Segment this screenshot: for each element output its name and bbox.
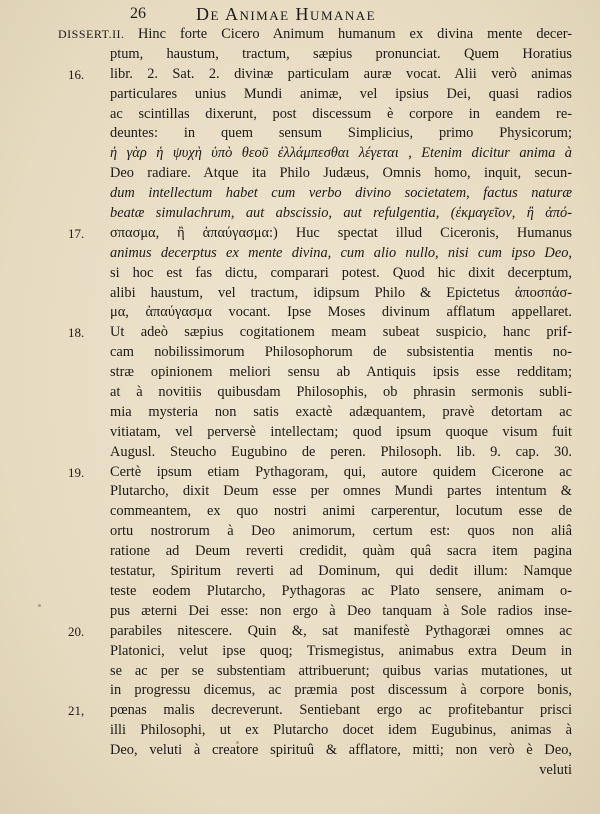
margin-number-20: 20. xyxy=(68,623,85,639)
text-line: si hoc est fas dictu, comparari potest. Quod hic dixit decerptum, xyxy=(110,264,572,281)
text-line: ratione ad Deum reverti credidit, quàm quâ sacra item pagina xyxy=(110,543,572,560)
text-line: vitiatam, vel perversè intellectam; quod ipsum quoque visum fuit xyxy=(110,423,572,440)
text-line: teste eodem Plutarcho, Pythagoras ac Plato sensere, animam o- xyxy=(110,582,572,599)
text-line: se ac per se substentiam attribuerunt; quibus varias mutationes, ut xyxy=(110,662,572,679)
text-line: 19. Certè ipsum etiam Pythagoram, qui, autore quidem Cicerone ac xyxy=(0,463,600,483)
text-line: ac scintillas dixerunt, post discessum è corpore in eandem re- xyxy=(110,105,572,122)
text-line: illi Philosophi, ut ex Plutarcho docet idem Eugubinus, animas à xyxy=(110,722,572,739)
catchword-line xyxy=(0,761,600,781)
text-line: dum intellectum habet cum verbo divino societatem, factus naturæ xyxy=(110,185,572,202)
text-line: particulares unius Mundi animæ, vel ipsius Dei, quasi radios xyxy=(110,85,572,102)
text-line: 21, pœnas malis decreverunt. Sentiebant ergo ac profitebantur prisci xyxy=(0,701,600,721)
text-line: Deo, veluti à creatore spirituû & afflatore, mitti; non verò è Deo, xyxy=(110,742,572,759)
text-line: ἡ γὰρ ἡ ψυχὴ ὑπὸ θεοῦ ἐλλάμπεσθαι λέγεται , Etenim dicitur anima à xyxy=(110,145,572,162)
text-line: ortu nostrorum à Deo animorum, certum est: quos non aliâ xyxy=(110,523,572,540)
text-line: Deo radiare. Atque ita Philo Judæus, Omnis homo, inquit, secun- xyxy=(110,165,572,182)
paper-speck xyxy=(38,604,41,607)
text-line: 17. σπασμα, ἢ ἀπαύγασμα:) Huc spectat illud Ciceronis, Humanus xyxy=(0,224,600,244)
text-line: Platonici, velut ipse quoq; Trismegistus, animabus extra Deum in xyxy=(110,642,572,659)
text-line: alibi haustum, vel tractum, idipsum Philo & Epictetus ἀποσπάσ- xyxy=(110,284,572,301)
text-line: stræ opinionem meliori sensu ab Antiquis ipsis esse redditam; xyxy=(110,364,572,381)
text-line: cam nobilissimorum Philosophorum de subsistentia mentis no- xyxy=(110,344,572,361)
text-line: Plutarcho, dixit Deum esse per omnes Mundi partes intentum & xyxy=(110,483,572,500)
margin-number-16: 16. xyxy=(68,66,85,82)
text-line: 16. libr. 2. Sat. 2. divinæ particulam auræ vocat. Alii verò animas xyxy=(0,65,600,85)
text-line: DISSERT.II. Hinc forte Cicero Animum humanum ex divina mente decer- xyxy=(0,25,600,45)
margin-number-18: 18. xyxy=(68,325,85,341)
body-text xyxy=(0,25,600,781)
text-line: in progressu dicemus, ac præmia post discessum à corpore bonis, xyxy=(110,682,572,699)
text-line: pus æterni Dei esse: non ergo à Deo tanquam à Sole radios inse- xyxy=(110,602,572,619)
text-line: at à novitiis quibusdam Philosophis, ob phrasin sermonis subli- xyxy=(110,384,572,401)
margin-number-21: 21, xyxy=(68,703,85,719)
text-line: deuntes: in quem sensum Simplicius, primo Physicorum; xyxy=(110,125,572,142)
text-line: 18. Ut adeò sæpius cogitationem meam subeat suspicio, hanc prif- xyxy=(0,323,600,343)
text-line: μα, ἀπαύγασμα vocant. Ipse Moses divinum afflatum appellaret. xyxy=(110,304,572,321)
margin-number-17: 17. xyxy=(68,225,85,241)
running-title: De Animae Humanae xyxy=(196,4,377,24)
text-line: beatæ simulachrum, aut abscissio, aut refulgentia, (ἐκμαγεῖον, ἢ ἀπό- xyxy=(110,205,572,222)
paper-speck xyxy=(236,741,239,744)
text-line: commeantem, ex quo nostri animi carperentur, locutum esse de xyxy=(110,503,572,520)
text-line: testatur, Spiritum reverti ad Dominum, qui dedit illum: Namque xyxy=(110,563,572,580)
page-header xyxy=(0,3,600,25)
text-line: animus decerptus ex mente divina, cum alio nullo, nisi cum ipso Deo, xyxy=(110,244,572,261)
text-line: ptum, haustum, tractum, sæpius pronunciat. Quem Horatius xyxy=(110,45,572,62)
text-line: 20. parabiles nitescere. Quin &, sat manifestè Pythagoræi omnes ac xyxy=(0,622,600,642)
margin-number-19: 19. xyxy=(68,464,85,480)
catchword: veluti xyxy=(539,761,572,778)
margin-section-label: DISSERT.II. xyxy=(58,27,125,41)
text-line: Augusl. Steucho Eugubino de peren. Philosoph. lib. 9. cap. 30. xyxy=(110,443,572,460)
page-number: 26 xyxy=(130,5,146,22)
text-line: mia mysteria non satis exactè adæquantem, pravè detortam ac xyxy=(110,403,572,420)
